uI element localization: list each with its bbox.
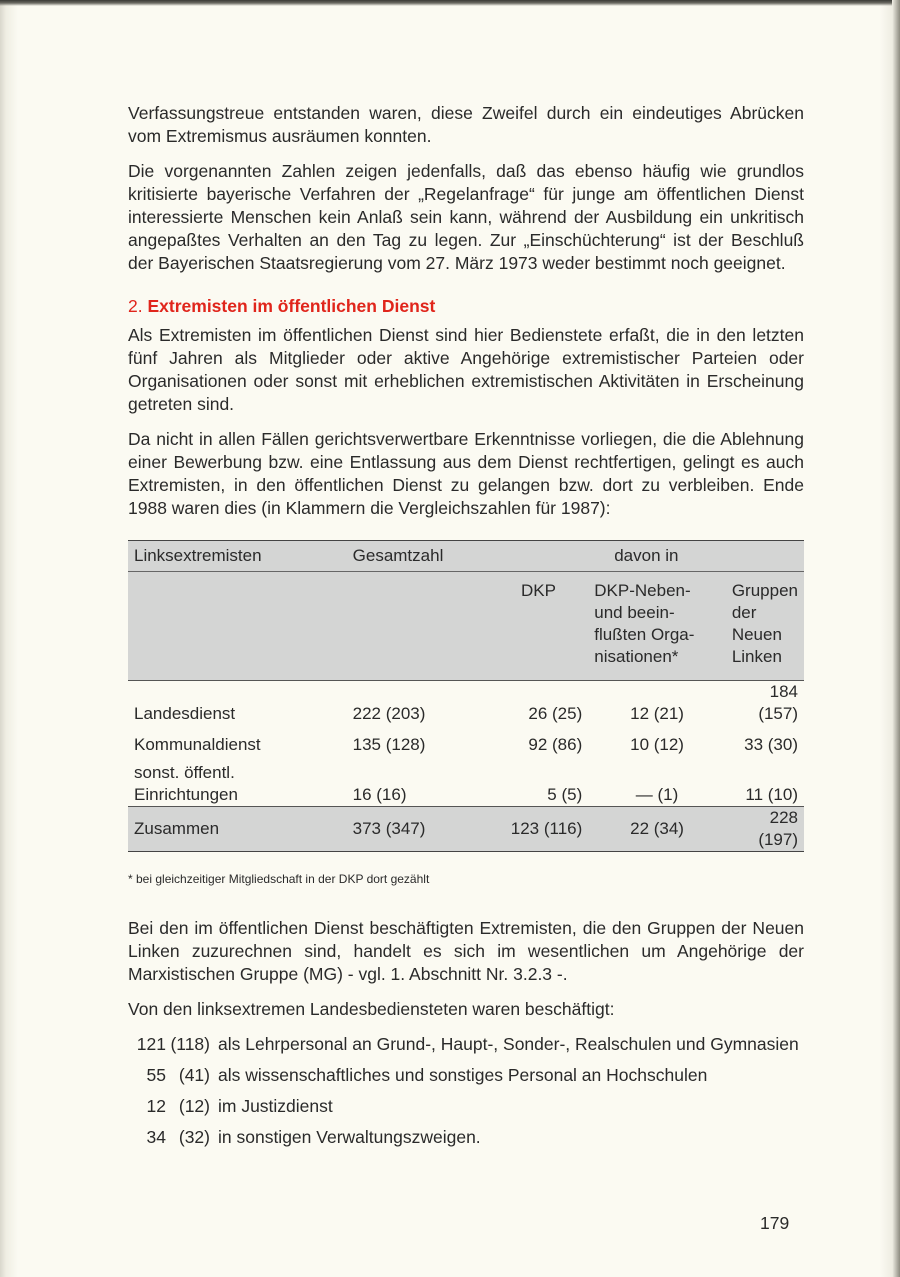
header-dkp-neben: DKP-Neben- und beein- flußten Orga- nisationen*	[588, 572, 726, 681]
scan-top-edge	[0, 0, 900, 6]
section-heading	[128, 295, 804, 318]
after-paragraph-2: Von den linksextremen Landesbediensteten waren beschäftigt:	[128, 999, 615, 1019]
after-paragraph-1: Bei den im öffentlichen Dienst beschäftigten Extremisten, die den Gruppen der Neuen Linken zuzurechnen sind, handelt es sich im wesentlichen um Angehörige der Marxistischen Gruppe (MG) - vgl. 1. Abschnitt Nr. 3.2.3 -.	[128, 918, 804, 984]
header-davon-in: davon in	[489, 541, 804, 572]
section-paragraph-2: Da nicht in allen Fällen gerichtsverwertbare Erkenntnisse vorliegen, die die Ablehnung einer Bewerbung bzw. eine Entlassung aus dem Dienst rechtfertigen, gelingt es auch Extremisten, in den öffentlichen Dienst zu gelangen bzw. dort zu verbleiben. Ende 1988 waren dies (in Klammern die Vergleichszahlen für 1987):	[128, 429, 804, 518]
table-subheader-row	[128, 572, 804, 681]
section-paragraph-1: Als Extremisten im öffentlichen Dienst sind hier Bedienstete erfaßt, die in den letzten fünf Jahren als Mitglieder oder aktive Angehörige extremistischer Parteien oder Organisationen oder sonst mit erheblichen extremistischen Aktivitäten in Erscheinung getreten sind.	[128, 325, 804, 414]
employment-list	[128, 1033, 804, 1149]
scan-right-edge	[892, 0, 900, 1277]
section-title: Extremisten im öffentlichen Dienst	[147, 296, 436, 316]
header-dkp: DKP	[489, 572, 589, 681]
list-item: 121 (118) als Lehrpersonal an Grund-, Haupt-, Sonder-, Realschulen und Gymnasien	[136, 1034, 799, 1054]
paragraph-1: Verfassungstreue entstanden waren, diese Zweifel durch ein eindeutiges Abrücken vom Extremismus ausräumen konnten.	[128, 103, 804, 146]
table-footnote: * bei gleichzeitiger Mitgliedschaft in der DKP dort gezählt	[128, 872, 430, 886]
paragraph-2: Die vorgenannten Zahlen zeigen jedenfalls, daß das ebenso häufig wie grundlos kritisierte bayerische Verfahren der „Regelanfrage“ für junge am öffentlichen Dienst interessierte Menschen kein Anlaß sein kann, während der Ausbildung ein unkritisch angepaßtes Verhalten an den Tag zu legen. Zur „Einschüchterung“ ist der Beschluß der Bayerischen Staatsregierung vom 27. März 1973 weder bestimmt noch geeignet.	[128, 161, 804, 273]
table-row: Kommunaldienst 135 (128) 92 (86) 10 (12) 33 (30)	[134, 735, 798, 754]
header-gesamtzahl: Gesamtzahl	[347, 541, 489, 572]
table-header-row	[128, 541, 804, 572]
header-linksextremisten: Linksextremisten	[128, 541, 347, 572]
header-gruppen: Gruppen der Neuen Linken	[726, 572, 804, 681]
page-content	[128, 102, 804, 1157]
list-item: 55 (41) als wissenschaftliches und sonstiges Personal an Hochschulen	[146, 1065, 708, 1085]
table-row: sonst. öffentl. Einrichtungen 16 (16) 5 (5) — (1) 11 (10)	[134, 763, 798, 804]
list-item: 12 (12) im Justizdienst	[146, 1096, 333, 1116]
list-item: 34 (32) in sonstigen Verwaltungszweigen.	[146, 1127, 481, 1147]
extremists-table	[128, 540, 804, 852]
section-number: 2.	[128, 296, 143, 316]
page-number: 179	[760, 1213, 790, 1233]
table-row: Landesdienst 222 (203) 26 (25) 12 (21) 184 (157)	[134, 682, 798, 723]
table-total-row: Zusammen 373 (347) 123 (116) 22 (34) 228 (197)	[128, 807, 804, 852]
